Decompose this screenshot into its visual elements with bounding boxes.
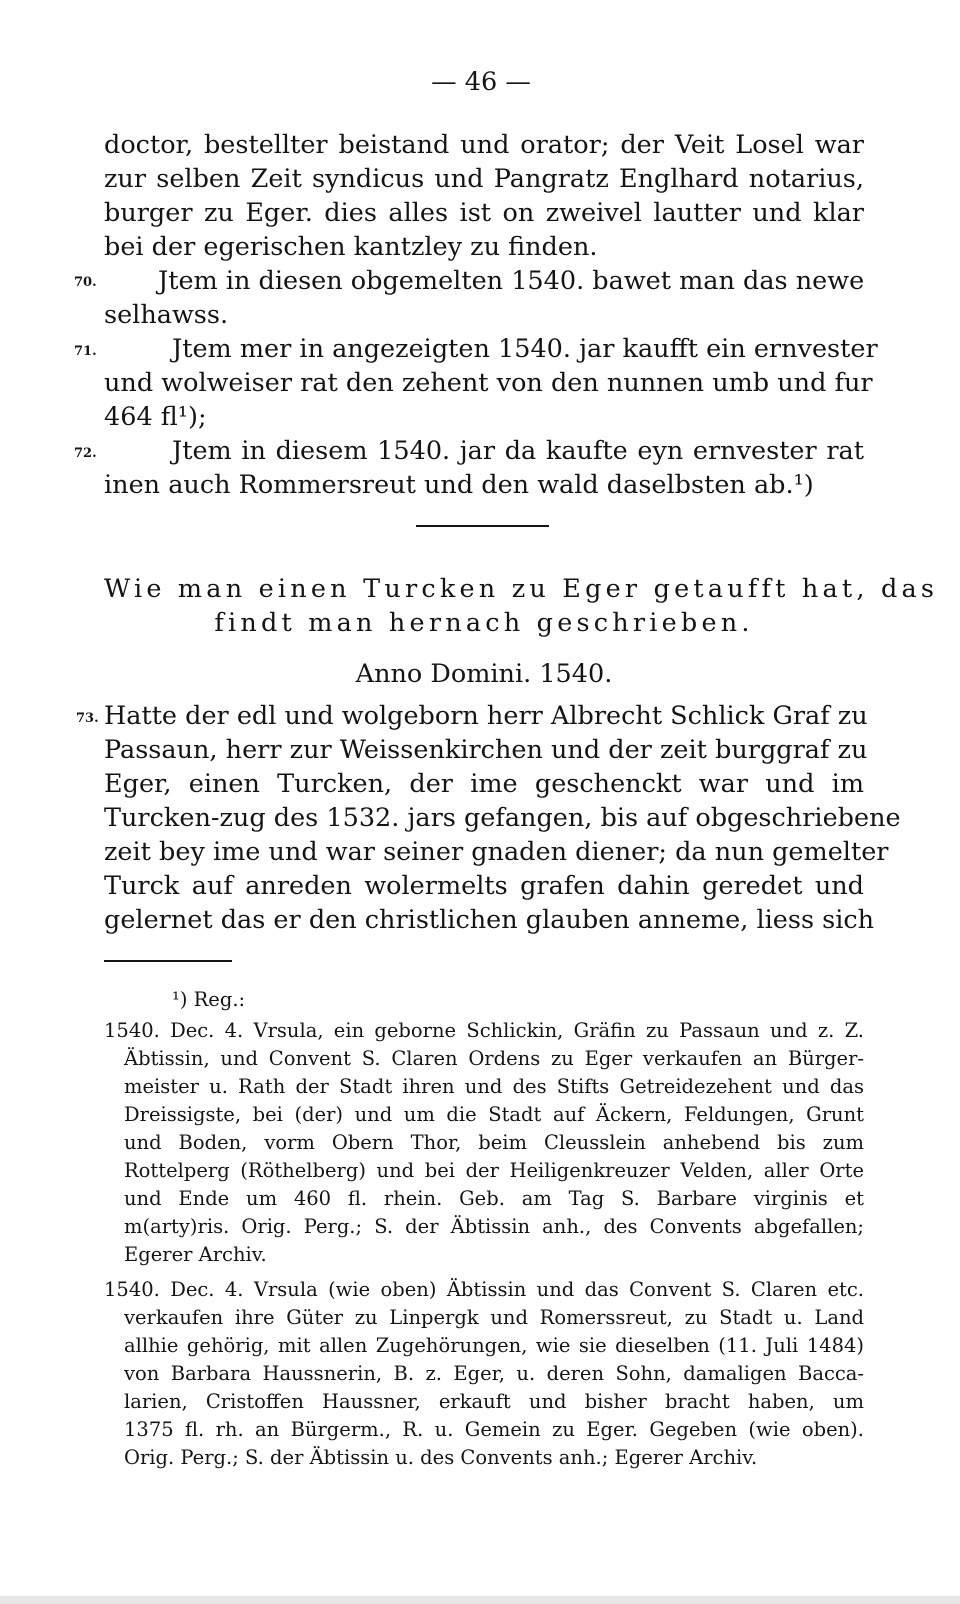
body-line: 464 fl¹); xyxy=(104,402,207,432)
footnote-line: Äbtissin, und Convent S. Claren Ordens zu Eger verkaufen an Bürger- xyxy=(124,1047,864,1070)
body-line: doctor, bestellter beistand und orator; der Veit Losel war xyxy=(104,130,864,160)
body-line: burger zu Eger. dies alles ist on zweivel lautter und klar xyxy=(104,198,864,228)
body-line: Jtem in diesem 1540. jar da kaufte eyn ernvester rat xyxy=(172,436,864,466)
body-line: gelernet das er den christlichen glauben anneme, liess sich xyxy=(104,905,875,935)
body-line: Turck auf anreden wolermelts grafen dahin geredet und xyxy=(104,871,864,901)
footnote-marker: ¹) Reg.: xyxy=(172,988,246,1011)
footnote-line: verkaufen ihre Güter zu Linpergk und Romerssreut, zu Stadt u. Land xyxy=(124,1306,864,1329)
margin-number: 73. xyxy=(76,711,99,726)
section-heading: findt man hernach geschrieben. xyxy=(214,608,754,638)
footnote-line: allhie gehörig, mit allen Zugehörungen, wie sie dieselben (11. Juli 1484) xyxy=(124,1334,864,1357)
body-line: Eger, einen Turcken, der ime geschenckt war und im xyxy=(104,769,864,799)
page-number: — 46 — xyxy=(431,67,531,97)
footnote-line: Orig. Perg.; S. der Äbtissin u. des Convents anh.; Egerer Archiv. xyxy=(124,1446,758,1469)
footnote-line: und Boden, vorm Obern Thor, beim Cleusslein anhebend bis zum xyxy=(124,1131,864,1154)
footnote-line: Egerer Archiv. xyxy=(124,1243,267,1266)
footnote-line: meister u. Rath der Stadt ihren und des Stifts Getreidezehent und das xyxy=(124,1075,864,1098)
footnote-divider xyxy=(104,960,232,962)
footnote-line: Dreissigste, bei (der) und um die Stadt auf Äckern, Feldungen, Grunt xyxy=(124,1103,864,1126)
date-line: Anno Domini. 1540. xyxy=(355,659,613,689)
footnote-line: larien, Cristoffen Haussner, erkauft und bisher bracht haben, um xyxy=(124,1390,864,1413)
body-line: inen auch Rommersreut und den wald daselbsten ab.¹) xyxy=(104,470,814,500)
body-line: zeit bey ime und war seiner gnaden diener; da nun gemelter xyxy=(104,837,889,867)
footnote-line: m(arty)ris. Orig. Perg.; S. der Äbtissin anh., des Convents abgefallen; xyxy=(124,1215,864,1238)
body-line: selhawss. xyxy=(104,300,229,330)
section-divider xyxy=(416,525,549,527)
margin-number: 71. xyxy=(74,344,97,359)
body-line: Jtem mer in angezeigten 1540. jar kaufft ein ernvester xyxy=(172,334,878,364)
body-line: Turcken-zug des 1532. jars gefangen, bis auf obgeschriebene xyxy=(104,803,901,833)
body-line: Hatte der edl und wolgeborn herr Albrecht Schlick Graf zu xyxy=(104,701,868,731)
body-line: Jtem in diesen obgemelten 1540. bawet man das newe xyxy=(158,266,865,296)
body-line: Passaun, herr zur Weissenkirchen und der zeit burggraf zu xyxy=(104,735,868,765)
footnote-line: 1540. Dec. 4. Vrsula (wie oben) Äbtissin und das Convent S. Claren etc. xyxy=(104,1278,864,1301)
margin-number: 70. xyxy=(74,275,97,290)
page-bottom-edge xyxy=(0,1596,960,1604)
body-line: zur selben Zeit syndicus und Pangratz Englhard notarius, xyxy=(104,164,864,194)
footnote-line: und Ende um 460 fl. rhein. Geb. am Tag S. Barbare virginis et xyxy=(124,1187,864,1210)
section-heading: Wie man einen Turcken zu Eger getaufft hat, das xyxy=(104,574,939,604)
footnote-line: 1540. Dec. 4. Vrsula, ein geborne Schlickin, Gräfin zu Passaun und z. Z. xyxy=(104,1019,864,1042)
footnote-line: 1375 fl. rh. an Bürgerm., R. u. Gemein zu Eger. Gegeben (wie oben). xyxy=(124,1418,864,1441)
footnote-line: von Barbara Haussnerin, B. z. Eger, u. deren Sohn, damaligen Bacca- xyxy=(124,1362,864,1385)
body-line: und wolweiser rat den zehent von den nunnen umb und fur xyxy=(104,368,873,398)
footnote-line: Rottelperg (Röthelberg) und bei der Heiligenkreuzer Velden, aller Orte xyxy=(124,1159,864,1182)
margin-number: 72. xyxy=(74,446,97,461)
body-line: bei der egerischen kantzley zu finden. xyxy=(104,232,598,262)
